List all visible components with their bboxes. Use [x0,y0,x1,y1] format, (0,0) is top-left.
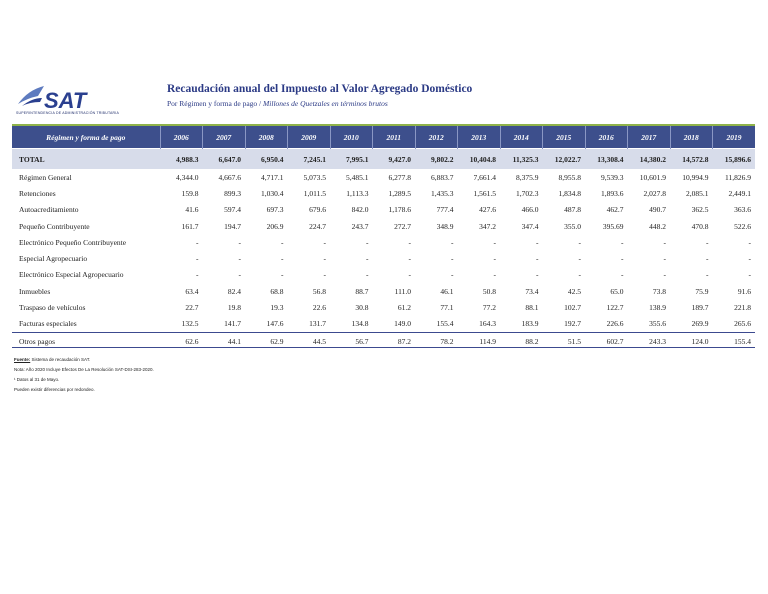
table-row [12,185,755,201]
table-cell: 4,988.3 [160,149,203,170]
table-cell: 1,561.5 [473,188,496,198]
note-3: Pueden existir diferencias por redondeo. [14,387,95,392]
table-cell: 122.7 [606,303,624,313]
table-cell: 14,380.2 [628,149,671,170]
table-cell: 14,572.8 [670,149,713,170]
table-cell: - [536,270,539,280]
table-cell: 11,826.9 [725,172,751,182]
table-cell: 78.2 [415,332,458,349]
table-cell: - [748,237,751,247]
table-cell: 19.3 [270,303,284,313]
logo-text: SAT [44,88,87,113]
column-header-year: 2014 [500,126,543,149]
table-header-row [12,126,755,149]
table-cell: 88.7 [355,286,369,296]
logo-subtitle: SUPERINTENDENCIA DE ADMINISTRACIÓN TRIBUTARIA [16,111,119,115]
table-row [12,267,755,283]
table-cell: 1,030.4 [261,188,284,198]
row-label: Electrónico Especial Agropecuario [19,270,124,280]
note-2: ¹ Datos al 31 de Mayo. [14,377,60,382]
vat-table [12,126,755,349]
table-row [12,169,755,185]
table-cell: 68.8 [270,286,284,296]
table-cell: 91.6 [737,286,751,296]
column-header-year: 2012 [415,126,458,149]
table-cell: 61.2 [397,303,411,313]
table-cell: - [748,254,751,264]
table-cell: 348.9 [436,221,454,231]
row-label: Electrónico Pequeño Contribuyente [19,237,127,247]
table-cell: - [578,254,581,264]
table-cell: 8,375.9 [516,172,539,182]
table-cell: - [323,270,326,280]
table-cell: - [621,270,624,280]
table-cell: 1,702.3 [516,188,539,198]
table-cell: 272.7 [394,221,411,231]
table-cell: 13,308.4 [585,149,628,170]
column-header-year: 2018 [670,126,713,149]
column-header-year: 2015 [543,126,586,149]
table-cell: 134.8 [351,319,369,329]
table-row [12,283,755,299]
table-cell: 899.3 [224,188,241,198]
table-cell: 9,802.2 [415,149,458,170]
table-cell: 164.3 [479,319,496,329]
table-cell: 347.2 [479,221,496,231]
table-cell: 75.9 [695,286,709,296]
table-cell: 77.2 [482,303,496,313]
table-cell: 159.8 [181,188,199,198]
table-cell: 243.7 [351,221,369,231]
table-cell: 10,404.8 [458,149,501,170]
table-cell: 6,883.7 [431,172,454,182]
table-cell: 1,893.6 [601,188,624,198]
table-cell: 9,539.3 [601,172,624,182]
table-cell: 7,995.1 [330,149,373,170]
table-cell: - [706,270,709,280]
table-cell: 138.9 [649,303,666,313]
table-cell: - [706,254,709,264]
column-header-year: 2013 [458,126,501,149]
table-cell: 124.0 [670,332,713,349]
table-cell: 221.8 [734,303,751,313]
table-cell: - [366,237,369,247]
row-label: Pequeño Contribuyente [19,221,90,231]
column-header-year: 2019 [713,126,756,149]
table-cell: 597.4 [224,205,241,215]
page-title: Recaudación anual del Impuesto al Valor Agregado Doméstico [167,83,473,95]
table-cell: - [536,237,539,247]
table-body [12,149,755,350]
table-cell: 19.8 [227,303,241,313]
table-cell: - [578,237,581,247]
table-cell: 6,950.4 [245,149,288,170]
table-cell: 427.6 [479,205,496,215]
table-cell: - [663,237,666,247]
table-cell: 462.7 [606,205,624,215]
table-cell: 10,601.9 [639,172,666,182]
table-cell: - [706,237,709,247]
table-cell: - [281,270,284,280]
table-cell: - [238,254,241,264]
table-cell: 602.7 [585,332,628,349]
table-cell: 147.6 [266,319,284,329]
table-cell: - [621,237,624,247]
table-cell: 269.9 [691,319,709,329]
table-cell: 2,449.1 [728,188,751,198]
table-cell: 6,647.0 [203,149,246,170]
column-header-year: 2016 [585,126,628,149]
table-cell: - [451,237,454,247]
table-cell: - [493,237,496,247]
column-header-year: 2017 [628,126,671,149]
table-cell: 87.2 [373,332,416,349]
table-cell: 15,896.6 [713,149,756,170]
table-row [12,202,755,218]
note-1: Nota: Año 2020 Incluye Efectos De La Resolución SAT-DSI-283-2020. [14,367,154,372]
table-cell: 487.8 [564,205,581,215]
table-cell: 44.5 [288,332,331,349]
source-text: Sistema de recaudación SAT. [31,357,91,362]
table-cell: - [323,237,326,247]
column-header-label: Régimen y forma de pago [12,126,160,149]
row-label: Facturas especiales [19,319,77,329]
table-cell: 466.0 [521,205,539,215]
table-cell: 12,022.7 [543,149,586,170]
table-cell: 679.6 [309,205,326,215]
table-cell: 1,011.5 [303,188,326,198]
table-cell: 5,073.5 [303,172,326,182]
row-label: Régimen General [19,172,72,182]
notes [14,355,154,395]
total-row [12,149,755,170]
table-cell: 141.7 [224,319,241,329]
table-cell: 206.9 [266,221,284,231]
table-cell: 4,344.0 [176,172,199,182]
row-label: Autoacreditamiento [19,205,79,215]
table-cell: 265.6 [734,319,751,329]
table-cell: 2,027.8 [643,188,666,198]
table-cell: 114.9 [458,332,501,349]
table-cell: - [366,254,369,264]
table-cell: - [451,270,454,280]
table-cell: - [281,254,284,264]
table-cell: 1,435.3 [431,188,454,198]
column-header-year: 2009 [288,126,331,149]
column-header-year: 2007 [203,126,246,149]
table-cell: 111.0 [394,286,411,296]
table-cell: 132.5 [181,319,199,329]
subtitle-italic: Millones de Quetzales en términos brutos [263,99,388,108]
table-cell: 9,427.0 [373,149,416,170]
table-cell: 189.7 [691,303,709,313]
table-cell: 4,667.6 [218,172,241,182]
table-cell: 7,245.1 [288,149,331,170]
row-label: Otros pagos [12,332,160,349]
table-cell: - [493,270,496,280]
table-cell: - [663,270,666,280]
table-cell: 51.5 [543,332,586,349]
table-cell: - [408,270,411,280]
column-header-year: 2006 [160,126,203,149]
table-cell: - [238,237,241,247]
row-label: TOTAL [12,149,160,170]
bottom-rule [12,347,755,348]
table-cell: 82.4 [227,286,241,296]
table-row [12,234,755,250]
table-cell: 7,661.4 [473,172,496,182]
table-cell: - [196,270,199,280]
table-cell: 355.0 [564,221,581,231]
table-cell: 2,085.1 [686,188,709,198]
table-cell: 44.1 [203,332,246,349]
row-label: Inmuebles [19,286,51,296]
table-row [12,218,755,234]
table-cell: - [281,237,284,247]
table-cell: - [663,254,666,264]
table-cell: 363.6 [734,205,751,215]
table-cell: 161.7 [181,221,199,231]
table-cell: 183.9 [521,319,539,329]
table-cell: 46.1 [440,286,454,296]
table-cell: - [196,237,199,247]
table-cell: 243.3 [628,332,671,349]
table-cell: 50.8 [482,286,496,296]
table-cell: 10,994.9 [682,172,709,182]
note-source [14,355,154,365]
table-cell: - [238,270,241,280]
table-cell: 56.7 [330,332,373,349]
table-cell: 522.6 [734,221,751,231]
table-cell: 102.7 [564,303,581,313]
table-cell: - [366,270,369,280]
table-cell: 8,955.8 [558,172,581,182]
table-cell: 362.5 [691,205,709,215]
table-cell: 56.8 [312,286,326,296]
table-cell: 777.4 [436,205,454,215]
table-cell: 490.7 [649,205,666,215]
table-cell: 4,717.1 [261,172,284,182]
table-cell: 22.6 [312,303,326,313]
table-cell: 697.3 [266,205,284,215]
table-cell: - [408,254,411,264]
table-row [12,316,755,333]
table-cell: 192.7 [564,319,581,329]
table-cell: - [451,254,454,264]
table-cell: 1,289.5 [388,188,411,198]
table-cell: 88.1 [525,303,539,313]
table-cell: 11,325.3 [500,149,543,170]
row-label: Traspaso de vehículos [19,303,86,313]
table-cell: 42.5 [567,286,581,296]
row-label: Retenciones [19,188,56,198]
row-label: Especial Agropecuario [19,254,88,264]
table-cell: 63.4 [185,286,199,296]
table-cell: 395.69 [602,221,624,231]
table-cell: - [748,270,751,280]
table-cell: 1,834.8 [558,188,581,198]
source-label: Fuente: [14,357,31,362]
table-cell: - [578,270,581,280]
table-cell: 73.8 [652,286,666,296]
table-cell: - [493,254,496,264]
table-cell: 5,485.1 [346,172,369,182]
table-cell: 194.7 [224,221,241,231]
column-header-year: 2011 [373,126,416,149]
column-header-year: 2008 [245,126,288,149]
table-cell: 1,178.6 [388,205,411,215]
table-cell: 62.9 [245,332,288,349]
table-cell: 88.2 [500,332,543,349]
table-cell: 226.6 [606,319,624,329]
table-cell: 65.0 [610,286,624,296]
table-cell: - [536,254,539,264]
table-cell: 41.6 [185,205,199,215]
table-cell: 347.4 [521,221,539,231]
table-cell: 1,113.3 [346,188,369,198]
table-cell: - [621,254,624,264]
subtitle-plain: Por Régimen y forma de pago / [167,99,262,108]
table-cell: - [323,254,326,264]
table-cell: 131.7 [309,319,326,329]
table-cell: 155.4 [436,319,454,329]
table-cell: 155.4 [713,332,756,349]
table-cell: 448.2 [649,221,666,231]
column-header-year: 2010 [330,126,373,149]
page-subtitle [167,99,388,108]
table-cell: 22.7 [185,303,199,313]
table-row [12,299,755,315]
table-cell: 149.0 [394,319,411,329]
table-cell: 224.7 [309,221,326,231]
table-cell: 842.0 [351,205,369,215]
table-cell: 470.8 [691,221,709,231]
table-cell: - [408,237,411,247]
table-row [12,250,755,266]
table-cell: 6,277.8 [388,172,411,182]
table-cell: 62.6 [160,332,203,349]
table-cell: 77.1 [440,303,454,313]
table-cell: - [196,254,199,264]
table-cell: 73.4 [525,286,539,296]
table-cell: 355.6 [649,319,666,329]
table-cell: 30.8 [355,303,369,313]
